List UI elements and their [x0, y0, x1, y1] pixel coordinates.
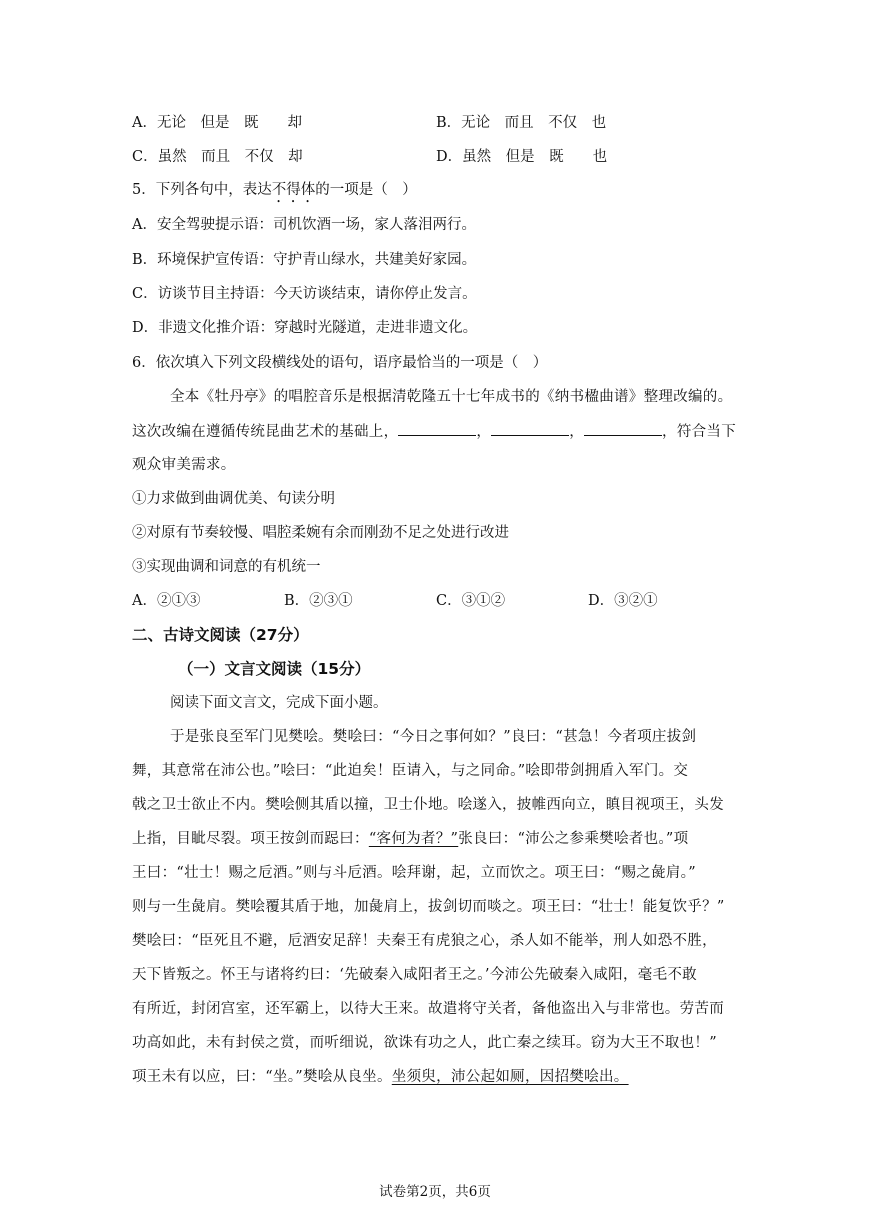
page-footer: 试卷第2页，共6页 [379, 1184, 491, 1200]
q4-option-b: B．无论 而且 不仅 也 [436, 115, 607, 131]
passage-line: 戟之卫士欲止不内。樊哙侧其盾以撞，卫士仆地。哙遂入，披帷西向立，瞋目视项王，头发 [132, 797, 724, 813]
underlined-sentence: 坐须臾，沛公起如厕，因招樊哙出。 [391, 1069, 629, 1085]
passage-line: 项王未有以应，曰：“坐。”樊哙从良坐。坐须臾，沛公起如厕，因招樊哙出。 [132, 1069, 629, 1085]
q6-passage-line-2: 这次改编在遵循传统昆曲艺术的基础上， ， ， ，符合当下 [132, 421, 736, 442]
passage-line: 则与一生彘肩。樊哙覆其盾于地，加彘肩上，拔剑切而啖之。项王曰：“壮士！能复饮乎？” [132, 899, 725, 915]
q6-option-b: B．②③① [284, 593, 353, 609]
q6-stem: 6．依次填入下列文段横线处的语句，语序最恰当的一项是（ ） [132, 355, 548, 371]
q5-stem: 5．下列各句中，表达不得体的一项是（ ） [132, 182, 417, 198]
q4-option-c: C．虽然 而且 不仅 却 [132, 149, 303, 165]
passage-line: 樊哙曰：“臣死且不避，卮酒安足辞！夫秦王有虎狼之心，杀人如不能举，刑人如恐不胜， [132, 933, 717, 949]
q4-option-d: D．虽然 但是 既 也 [436, 149, 608, 165]
answer-blank-2 [491, 421, 569, 436]
q5-option-a: A．安全驾驶提示语：司机饮酒一场，家人落泪两行。 [132, 217, 476, 233]
q6-item-3: ③实现曲调和词意的有机统一 [132, 559, 321, 575]
q6-item-2: ②对原有节奏较慢、唱腔柔婉有余而刚劲不足之处进行改进 [132, 525, 509, 541]
passage-line: 功高如此，未有封侯之赏，而听细说，欲诛有功之人，此亡秦之续耳。窃为大王不取也！” [132, 1035, 717, 1051]
passage-line: 舞，其意常在沛公也。”哙曰：“此迫矣！臣请入，与之同命。”哙即带剑拥盾入军门。交 [132, 763, 689, 779]
passage-line: 于是张良至军门见樊哙。樊哙曰：“今日之事何如？”良曰：“甚急！今者项庄拔剑 [170, 729, 697, 745]
passage-line: 有所近，封闭宫室，还军霸上，以待大王来。故遣将守关者，备他盗出入与非常也。劳苦而 [132, 1001, 724, 1017]
reading-instruction: 阅读下面文言文，完成下面小题。 [170, 695, 388, 711]
q6-option-a: A．②①③ [132, 593, 201, 609]
q5-option-c: C．访谈节目主持语：今天访谈结束，请你停止发言。 [132, 286, 477, 302]
q6-item-1: ①力求做到曲调优美、句读分明 [132, 491, 335, 507]
answer-blank-3 [584, 421, 662, 436]
passage-line: 王曰：“壮士！赐之卮酒。”则与斗卮酒。哙拜谢，起，立而饮之。项王曰：“赐之彘肩。” [132, 865, 696, 881]
q6-passage-line-3: 观众审美需求。 [132, 457, 236, 473]
passage-line: 上指，目眦尽裂。项王按剑而跽曰：“客何为者？”张良曰：“沛公之参乘樊哙者也。”项 [132, 831, 689, 847]
subsection-heading: （一）文言文阅读（15分） [178, 660, 371, 678]
q6-passage-line-1: 全本《牡丹亭》的唱腔音乐是根据清乾隆五十七年成书的《纳书楹曲谱》整理改编的。 [170, 389, 733, 405]
q4-option-a: A．无论 但是 既 却 [132, 115, 302, 131]
q6-option-c: C．③①② [436, 593, 506, 609]
q5-option-d: D．非遗文化推介语：穿越时光隧道，走进非遗文化。 [132, 320, 478, 336]
underlined-sentence: “客何为者？” [368, 831, 459, 847]
answer-blank-1 [398, 421, 476, 436]
q5-option-b: B．环境保护宣传语：守护青山绿水，共建美好家园。 [132, 252, 477, 268]
section-heading: 二、古诗文阅读（27分） [132, 626, 309, 644]
passage-line: 天下皆叛之。怀王与诸将约曰：‘先破秦入咸阳者王之。’今沛公先破秦入咸阳，毫毛不敢 [132, 967, 697, 983]
emphasis-text: 不得体 [271, 182, 316, 198]
q6-option-d: D．③②① [588, 593, 658, 609]
